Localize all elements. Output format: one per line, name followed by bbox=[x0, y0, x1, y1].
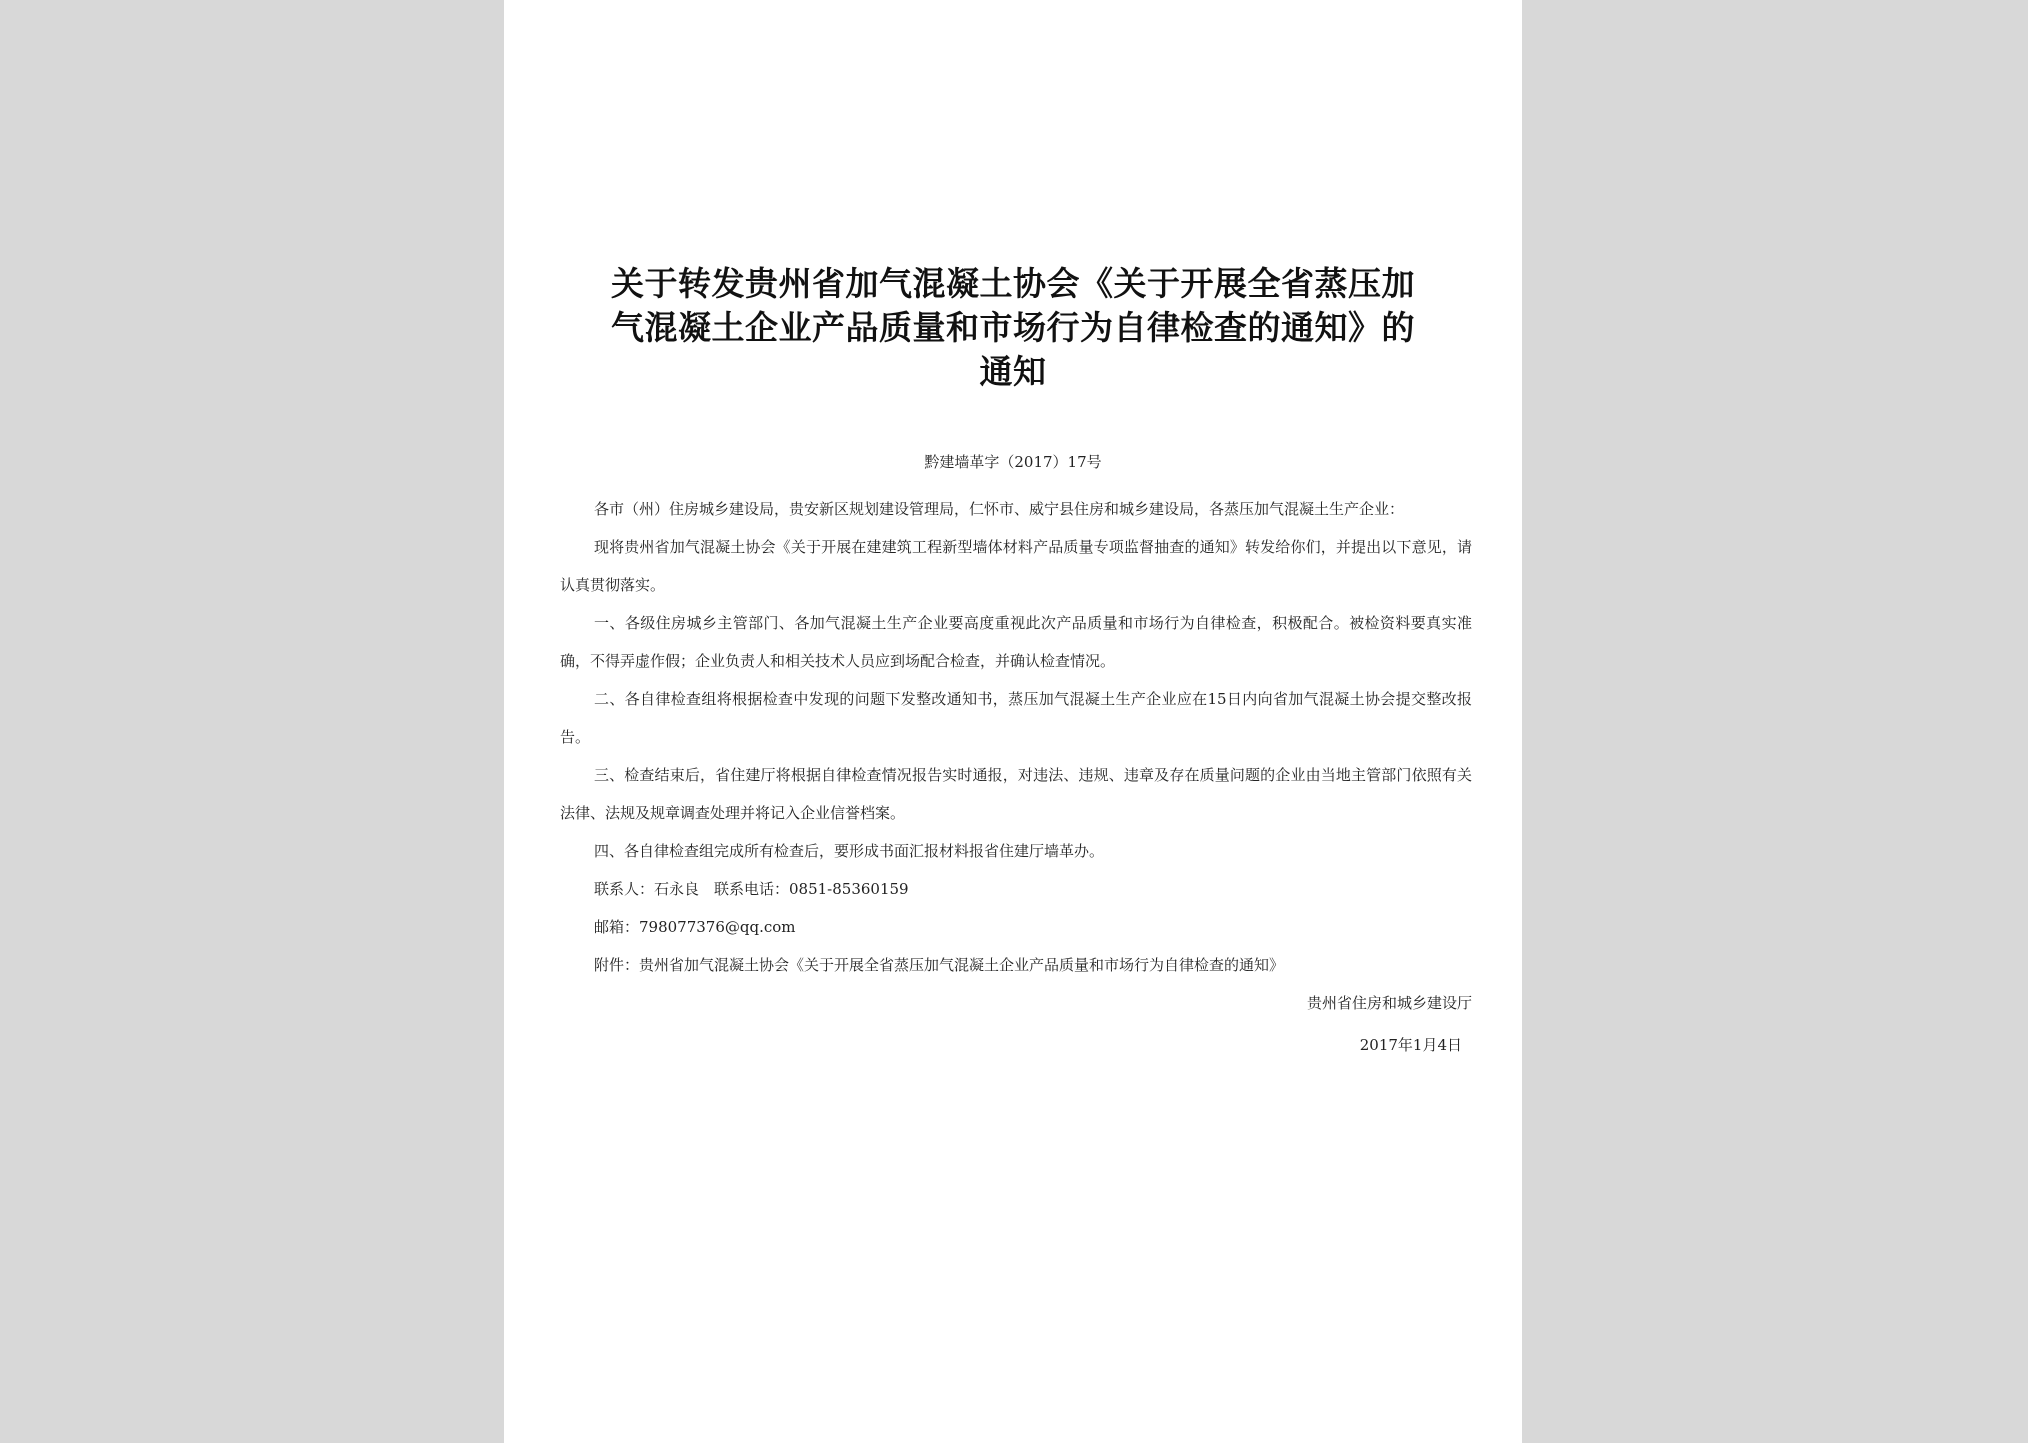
contact-line: 联系人：石永良 联系电话：0851-85360159 bbox=[594, 880, 909, 898]
paragraph-item-4: 四、各自律检查组完成所有检查后，要形成书面汇报材料报省住建厅墙革办。 bbox=[594, 842, 1105, 860]
document-title bbox=[544, 262, 1482, 394]
document-number: 黔建墙革字（2017）17号 bbox=[924, 453, 1102, 471]
issuer-signature: 贵州省住房和城乡建设厅 bbox=[1306, 994, 1472, 1012]
attachment-line: 附件：贵州省加气混凝土协会《关于开展全省蒸压加气混凝土企业产品质量和市场行为自律检查的通知》 bbox=[594, 956, 1285, 974]
title-line-2: 气混凝土企业产品质量和市场行为自律检查的通知》的 bbox=[611, 308, 1415, 347]
paragraph-item-1: 一、各级住房城乡主管部门、各加气混凝土生产企业要高度重视此次产品质量和市场行为自律检查，积极配合。被检资料要真实准确，不得弄虚作假；企业负责人和相关技术人员应到场配合检查，并确认检查情况。 bbox=[560, 614, 1472, 670]
title-line-1: 关于转发贵州省加气混凝土协会《关于开展全省蒸压加 bbox=[611, 264, 1415, 303]
paragraph-item-3: 三、检查结束后，省住建厅将根据自律检查情况报告实时通报，对违法、违规、违章及存在质量问题的企业由当地主管部门依照有关法律、法规及规章调查处理并将记入企业信誉档案。 bbox=[560, 766, 1472, 822]
issue-date: 2017年1月4日 bbox=[1359, 1036, 1462, 1054]
email-line: 邮箱：798077376@qq.com bbox=[594, 918, 796, 936]
title-line-3: 通知 bbox=[979, 352, 1047, 391]
addressee: 各市（州）住房城乡建设局，贵安新区规划建设管理局，仁怀市、威宁县住房和城乡建设局，各蒸压加气混凝土生产企业： bbox=[594, 500, 1405, 518]
paragraph-intro: 现将贵州省加气混凝土协会《关于开展在建建筑工程新型墙体材料产品质量专项监督抽查的通知》转发给你们，并提出以下意见，请认真贯彻落实。 bbox=[560, 538, 1472, 594]
document-page bbox=[504, 0, 1522, 1443]
document-body bbox=[560, 490, 1472, 1064]
paragraph-item-2: 二、各自律检查组将根据检查中发现的问题下发整改通知书，蒸压加气混凝土生产企业应在15日内向省加气混凝土协会提交整改报告。 bbox=[560, 690, 1472, 746]
